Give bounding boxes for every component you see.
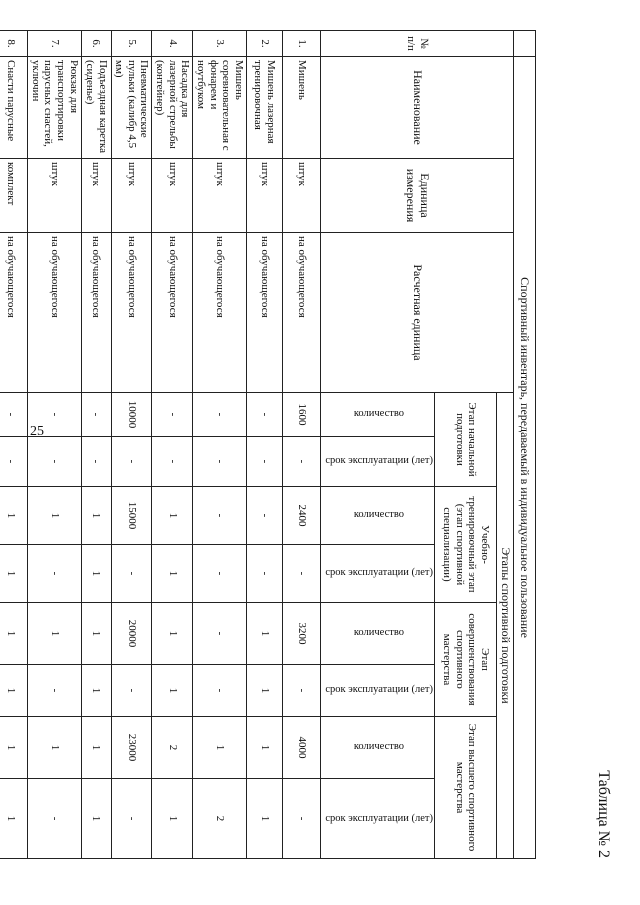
header-calc: Расчетная единица	[320, 233, 513, 393]
table-caption: Таблица № 2	[595, 770, 612, 858]
cell-quantity: -	[152, 393, 193, 437]
row-number: 6.	[81, 31, 111, 57]
row-calc: на обучающегося	[111, 233, 152, 393]
cell-quantity: 3200	[282, 603, 320, 665]
row-unit: штук	[246, 159, 282, 233]
cell-term: -	[111, 665, 152, 717]
row-number: 4.	[152, 31, 193, 57]
cell-term: -	[152, 437, 193, 487]
cell-quantity: 2400	[282, 487, 320, 545]
cell-quantity: -	[81, 393, 111, 437]
cell-term: -	[282, 545, 320, 603]
header-unit: Единица измерения	[320, 159, 513, 233]
row-name: Рюкзак для транспортировки парусных снастей, уключин	[27, 57, 81, 159]
sub-qty-2: количество	[320, 487, 434, 545]
row-calc: на обучающегося	[0, 233, 27, 393]
cell-quantity: 1	[81, 603, 111, 665]
table-row	[27, 31, 81, 859]
row-unit: штук	[152, 159, 193, 233]
cell-term: -	[246, 545, 282, 603]
cell-term: -	[282, 437, 320, 487]
cell-term: 1	[81, 665, 111, 717]
table-corner	[514, 31, 536, 57]
cell-term: -	[193, 437, 247, 487]
row-number: 3.	[193, 31, 247, 57]
row-calc: на обучающегося	[193, 233, 247, 393]
cell-term: -	[111, 779, 152, 859]
sub-qty-3: количество	[320, 603, 434, 665]
table-row	[282, 31, 320, 859]
row-unit: штук	[282, 159, 320, 233]
table-row	[81, 31, 111, 859]
cell-quantity: 1	[27, 603, 81, 665]
sub-qty-1: количество	[320, 393, 434, 437]
cell-quantity: -	[193, 393, 247, 437]
stage-4: Этап высшего спортивного мастерства	[435, 717, 497, 859]
header-num: № п/п	[320, 31, 513, 57]
stage-3: Этап совершенствования спортивного мастерства	[435, 603, 497, 717]
cell-term: -	[193, 665, 247, 717]
cell-term: -	[111, 437, 152, 487]
cell-term: -	[0, 437, 27, 487]
header-name: Наименование	[320, 57, 513, 159]
table-row	[152, 31, 193, 859]
sub-term-1: срок эксплуатации (лет)	[320, 437, 434, 487]
cell-quantity: 1	[0, 717, 27, 779]
stage-1: Этап начальной подготовки	[435, 393, 497, 487]
cell-term: -	[193, 545, 247, 603]
row-calc: на обучающегося	[152, 233, 193, 393]
cell-quantity: 1	[0, 487, 27, 545]
cell-quantity: 1	[193, 717, 247, 779]
cell-quantity: 1	[152, 603, 193, 665]
cell-quantity: -	[193, 603, 247, 665]
cell-quantity: -	[246, 393, 282, 437]
cell-quantity: 1	[246, 717, 282, 779]
sub-term-2: срок эксплуатации (лет)	[320, 545, 434, 603]
row-number: 2.	[246, 31, 282, 57]
cell-term: 1	[246, 665, 282, 717]
row-unit: штук	[81, 159, 111, 233]
cell-quantity: 20000	[111, 603, 152, 665]
table-body	[0, 31, 320, 859]
cell-term: 1	[152, 779, 193, 859]
cell-quantity: 15000	[111, 487, 152, 545]
cell-quantity: 1	[81, 487, 111, 545]
cell-term: 1	[246, 779, 282, 859]
cell-quantity: 23000	[111, 717, 152, 779]
row-unit: штук	[111, 159, 152, 233]
stage-2: Учебно-тренировочный этап (этап спортивной специализации)	[435, 487, 497, 603]
row-calc: на обучающегося	[282, 233, 320, 393]
cell-term: -	[246, 437, 282, 487]
table-top-header: Спортивный инвентарь, передаваемый в индивидуальное пользование	[514, 57, 536, 859]
row-number: 1.	[282, 31, 320, 57]
cell-term: 1	[152, 545, 193, 603]
cell-term: -	[282, 665, 320, 717]
cell-term: 2	[193, 779, 247, 859]
row-name: Мишень лазерная тренировочная	[246, 57, 282, 159]
table-row	[111, 31, 152, 859]
cell-quantity: -	[193, 487, 247, 545]
cell-quantity: 1	[81, 717, 111, 779]
cell-term: -	[81, 437, 111, 487]
cell-term: 1	[81, 779, 111, 859]
cell-quantity: 1	[27, 487, 81, 545]
row-name: Пневматические пульки (калибр 4,5 мм)	[111, 57, 152, 159]
row-calc: на обучающегося	[246, 233, 282, 393]
sub-term-4: срок эксплуатации (лет)	[320, 779, 434, 859]
cell-term: -	[282, 779, 320, 859]
cell-term: 1	[152, 665, 193, 717]
cell-term: 1	[81, 545, 111, 603]
cell-quantity: 2	[152, 717, 193, 779]
cell-quantity: 1	[27, 717, 81, 779]
row-name: Насадка для лазерной стрельбы (контейнер)	[152, 57, 193, 159]
table-row	[0, 31, 27, 859]
row-name: Снасти парусные	[0, 57, 27, 159]
row-unit: штук	[27, 159, 81, 233]
cell-term: 1	[0, 779, 27, 859]
row-name: Подъездная каретка (сиденье)	[81, 57, 111, 159]
cell-term: -	[27, 545, 81, 603]
cell-term: 1	[0, 665, 27, 717]
row-calc: на обучающегося	[27, 233, 81, 393]
cell-term: -	[111, 545, 152, 603]
cell-quantity: 1	[246, 603, 282, 665]
row-number: 5.	[111, 31, 152, 57]
cell-term: -	[27, 665, 81, 717]
table-row	[246, 31, 282, 859]
row-number: 8.	[0, 31, 27, 57]
row-number: 7.	[27, 31, 81, 57]
table-row	[193, 31, 247, 859]
row-calc: на обучающегося	[81, 233, 111, 393]
cell-quantity: 10000	[111, 393, 152, 437]
cell-term: -	[27, 779, 81, 859]
cell-quantity: 1600	[282, 393, 320, 437]
cell-quantity: -	[0, 393, 27, 437]
cell-term: 1	[0, 545, 27, 603]
cell-quantity: -	[27, 393, 81, 437]
page-number: 25	[30, 424, 44, 439]
cell-quantity: 1	[0, 603, 27, 665]
header-stages: Этапы спортивной подготовки	[497, 393, 514, 859]
sub-term-3: срок эксплуатации (лет)	[320, 665, 434, 717]
row-unit: комплект	[0, 159, 27, 233]
cell-quantity: -	[246, 487, 282, 545]
sub-qty-4: количество	[320, 717, 434, 779]
cell-term: -	[27, 437, 81, 487]
row-unit: штук	[193, 159, 247, 233]
row-name: Мишень соревновательная с фонарем и ноутбуком	[193, 57, 247, 159]
row-name: Мишень	[282, 57, 320, 159]
cell-quantity: 4000	[282, 717, 320, 779]
cell-quantity: 1	[152, 487, 193, 545]
equipment-table	[0, 30, 536, 859]
